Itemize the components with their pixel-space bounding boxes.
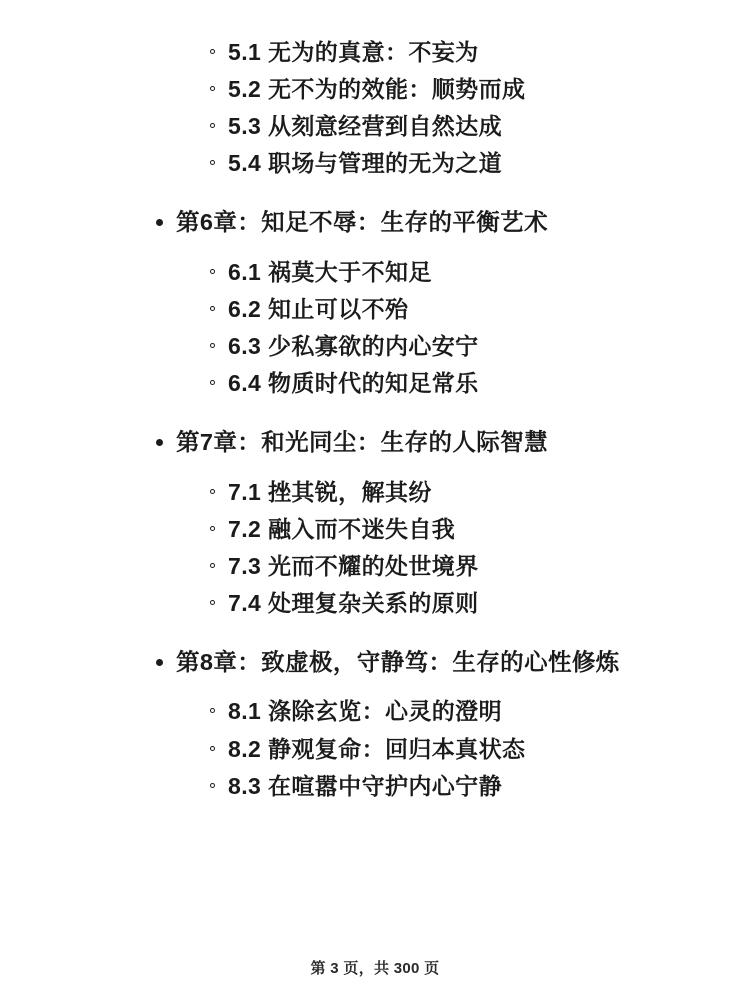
toc-section-entry[interactable]: 8.2 静观复命：回归本真状态	[48, 733, 702, 766]
toc-section-entry[interactable]: 6.1 祸莫大于不知足	[48, 256, 702, 289]
toc-section-group	[48, 695, 702, 802]
toc-section-entry[interactable]: 5.3 从刻意经营到自然达成	[48, 110, 702, 143]
toc-section-entry[interactable]: 8.3 在喧嚣中守护内心宁静	[48, 770, 702, 803]
table-of-contents	[48, 36, 702, 803]
toc-chapter-entry[interactable]: 第7章：和光同尘：生存的人际智慧	[48, 426, 702, 459]
toc-chapter-entry[interactable]: 第8章：致虚极，守静笃：生存的心性修炼	[48, 646, 702, 679]
toc-section-entry[interactable]: 8.1 涤除玄览：心灵的澄明	[48, 695, 702, 728]
toc-section-group	[48, 36, 702, 180]
toc-section-entry[interactable]: 5.2 无不为的效能：顺势而成	[48, 73, 702, 106]
toc-section-entry[interactable]: 7.3 光而不耀的处世境界	[48, 550, 702, 583]
toc-section-entry[interactable]: 6.4 物质时代的知足常乐	[48, 367, 702, 400]
toc-section-entry[interactable]: 6.3 少私寡欲的内心安宁	[48, 330, 702, 363]
toc-chapter-entry[interactable]: 第6章：知足不辱：生存的平衡艺术	[48, 206, 702, 239]
toc-section-entry[interactable]: 7.1 挫其锐，解其纷	[48, 476, 702, 509]
toc-section-group	[48, 476, 702, 620]
toc-section-group	[48, 256, 702, 400]
toc-section-entry[interactable]: 7.4 处理复杂关系的原则	[48, 587, 702, 620]
toc-section-entry[interactable]: 5.4 职场与管理的无为之道	[48, 147, 702, 180]
toc-section-entry[interactable]: 6.2 知止可以不殆	[48, 293, 702, 326]
page-footer: 第 3 页，共 300 页	[310, 960, 440, 977]
toc-section-entry[interactable]: 7.2 融入而不迷失自我	[48, 513, 702, 546]
toc-section-entry[interactable]: 5.1 无为的真意：不妄为	[48, 36, 702, 69]
